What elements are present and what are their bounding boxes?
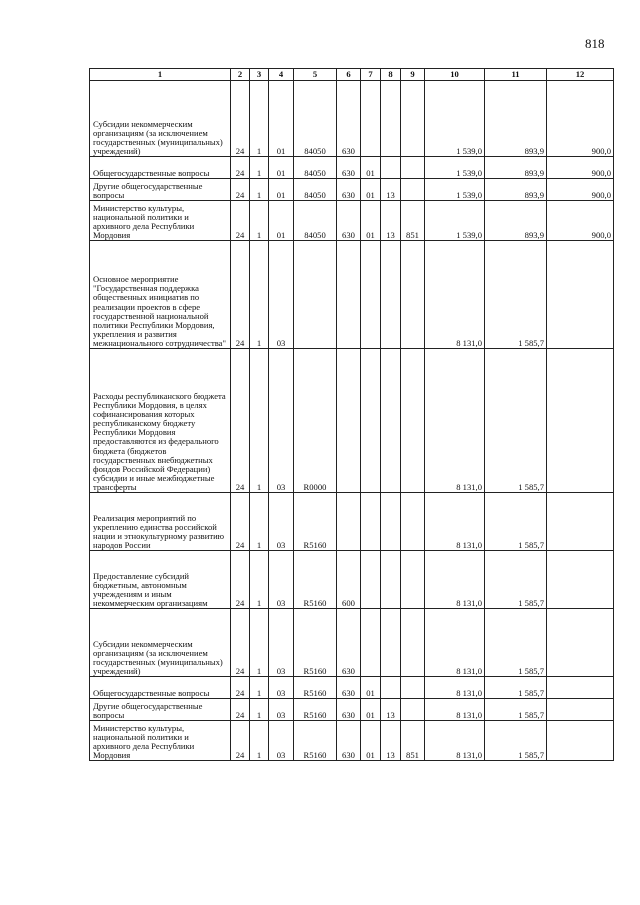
description-cell: Общегосударственные вопросы bbox=[90, 157, 231, 179]
column-header: 1 bbox=[90, 69, 231, 81]
code-cell: 01 bbox=[361, 201, 381, 241]
code-cell: R5160 bbox=[294, 677, 337, 699]
code-cell: 01 bbox=[361, 157, 381, 179]
amount-cell bbox=[547, 699, 614, 721]
table-row bbox=[90, 201, 614, 241]
code-cell: 851 bbox=[401, 201, 425, 241]
code-cell: 03 bbox=[269, 349, 294, 493]
page-number: 818 bbox=[585, 36, 605, 51]
amount-cell: 1 585,7 bbox=[485, 677, 547, 699]
code-cell bbox=[401, 699, 425, 721]
code-cell: 01 bbox=[361, 699, 381, 721]
amount-cell: 893,9 bbox=[485, 157, 547, 179]
table-row bbox=[90, 241, 614, 349]
code-cell: 84050 bbox=[294, 179, 337, 201]
code-cell bbox=[401, 493, 425, 551]
table-row bbox=[90, 699, 614, 721]
table-row bbox=[90, 677, 614, 699]
code-cell bbox=[401, 179, 425, 201]
code-cell bbox=[381, 493, 401, 551]
amount-cell: 8 131,0 bbox=[425, 677, 485, 699]
code-cell bbox=[381, 551, 401, 609]
amount-cell: 1 585,7 bbox=[485, 349, 547, 493]
code-cell: 1 bbox=[250, 349, 269, 493]
amount-cell: 893,9 bbox=[485, 179, 547, 201]
amount-cell: 1 585,7 bbox=[485, 551, 547, 609]
amount-cell bbox=[547, 609, 614, 677]
amount-cell: 893,9 bbox=[485, 201, 547, 241]
amount-cell: 8 131,0 bbox=[425, 493, 485, 551]
amount-cell: 900,0 bbox=[547, 201, 614, 241]
description-cell: Расходы республиканского бюджета Республики Мордовия, в целях софинансирования которых республиканскому бюджету Республики Мордовия предоставляются из федерального бюджета (бюджетов государственных внебюджетных фондов Российской Федерации) субсидии и иные межбюджетные трансферты bbox=[90, 349, 231, 493]
code-cell: 03 bbox=[269, 609, 294, 677]
code-cell: 1 bbox=[250, 699, 269, 721]
code-cell: 1 bbox=[250, 551, 269, 609]
amount-cell bbox=[547, 493, 614, 551]
column-header: 7 bbox=[361, 69, 381, 81]
code-cell: 630 bbox=[337, 157, 361, 179]
table-row bbox=[90, 157, 614, 179]
amount-cell bbox=[547, 241, 614, 349]
code-cell bbox=[381, 241, 401, 349]
description-cell: Предоставление субсидий бюджетным, автономным учреждениям и иным некоммерческим организациям bbox=[90, 551, 231, 609]
code-cell bbox=[381, 81, 401, 157]
code-cell: 24 bbox=[231, 241, 250, 349]
code-cell: 03 bbox=[269, 493, 294, 551]
description-cell: Субсидии некоммерческим организациям (за исключением государственных (муниципальных) учреждений) bbox=[90, 81, 231, 157]
budget-table bbox=[89, 68, 614, 761]
table-row bbox=[90, 179, 614, 201]
amount-cell: 1 539,0 bbox=[425, 157, 485, 179]
column-header: 8 bbox=[381, 69, 401, 81]
code-cell: 03 bbox=[269, 551, 294, 609]
amount-cell: 1 585,7 bbox=[485, 721, 547, 761]
amount-cell: 893,9 bbox=[485, 81, 547, 157]
description-cell: Основное мероприятие "Государственная поддержка общественных инициатив по реализации проектов в сфере государственной национальной политики Республики Мордовия, укрепления и развития межнационального сотрудничества" bbox=[90, 241, 231, 349]
code-cell: 24 bbox=[231, 179, 250, 201]
code-cell: 84050 bbox=[294, 157, 337, 179]
amount-cell: 900,0 bbox=[547, 81, 614, 157]
amount-cell: 8 131,0 bbox=[425, 349, 485, 493]
code-cell: 01 bbox=[269, 157, 294, 179]
code-cell bbox=[361, 81, 381, 157]
table-row bbox=[90, 721, 614, 761]
code-cell: 630 bbox=[337, 81, 361, 157]
code-cell: 1 bbox=[250, 721, 269, 761]
code-cell: 1 bbox=[250, 179, 269, 201]
code-cell: 24 bbox=[231, 201, 250, 241]
code-cell: R5160 bbox=[294, 721, 337, 761]
code-cell: R5160 bbox=[294, 551, 337, 609]
code-cell bbox=[401, 81, 425, 157]
code-cell: R5160 bbox=[294, 699, 337, 721]
code-cell: 24 bbox=[231, 699, 250, 721]
code-cell: 24 bbox=[231, 493, 250, 551]
table-header-row bbox=[90, 69, 614, 81]
amount-cell: 1 585,7 bbox=[485, 241, 547, 349]
table-row bbox=[90, 493, 614, 551]
code-cell: 01 bbox=[269, 179, 294, 201]
code-cell: 24 bbox=[231, 677, 250, 699]
description-cell: Субсидии некоммерческим организациям (за исключением государственных (муниципальных) учреждений) bbox=[90, 609, 231, 677]
column-header: 3 bbox=[250, 69, 269, 81]
table-row bbox=[90, 551, 614, 609]
column-header: 11 bbox=[485, 69, 547, 81]
code-cell bbox=[361, 241, 381, 349]
code-cell: 851 bbox=[401, 721, 425, 761]
code-cell: 24 bbox=[231, 349, 250, 493]
code-cell: R0000 bbox=[294, 349, 337, 493]
code-cell bbox=[361, 493, 381, 551]
code-cell: 01 bbox=[361, 179, 381, 201]
code-cell: 03 bbox=[269, 699, 294, 721]
code-cell bbox=[381, 677, 401, 699]
code-cell: 01 bbox=[361, 677, 381, 699]
amount-cell: 8 131,0 bbox=[425, 699, 485, 721]
amount-cell bbox=[547, 677, 614, 699]
code-cell bbox=[381, 609, 401, 677]
amount-cell bbox=[547, 721, 614, 761]
code-cell: 1 bbox=[250, 241, 269, 349]
code-cell: 630 bbox=[337, 201, 361, 241]
description-cell: Другие общегосударственные вопросы bbox=[90, 179, 231, 201]
code-cell: 600 bbox=[337, 551, 361, 609]
code-cell bbox=[401, 677, 425, 699]
code-cell: 24 bbox=[231, 551, 250, 609]
code-cell: 1 bbox=[250, 677, 269, 699]
code-cell: 630 bbox=[337, 609, 361, 677]
description-cell: Общегосударственные вопросы bbox=[90, 677, 231, 699]
code-cell: 13 bbox=[381, 179, 401, 201]
code-cell: 630 bbox=[337, 677, 361, 699]
code-cell: 01 bbox=[361, 721, 381, 761]
code-cell: 1 bbox=[250, 493, 269, 551]
code-cell bbox=[381, 349, 401, 493]
amount-cell: 1 585,7 bbox=[485, 493, 547, 551]
code-cell bbox=[361, 349, 381, 493]
code-cell bbox=[401, 609, 425, 677]
column-header: 2 bbox=[231, 69, 250, 81]
column-header: 9 bbox=[401, 69, 425, 81]
amount-cell: 8 131,0 bbox=[425, 241, 485, 349]
code-cell bbox=[381, 157, 401, 179]
code-cell: R5160 bbox=[294, 609, 337, 677]
amount-cell: 1 539,0 bbox=[425, 201, 485, 241]
code-cell bbox=[337, 241, 361, 349]
code-cell bbox=[401, 241, 425, 349]
code-cell: 03 bbox=[269, 677, 294, 699]
amount-cell: 1 585,7 bbox=[485, 609, 547, 677]
code-cell bbox=[401, 157, 425, 179]
amount-cell: 8 131,0 bbox=[425, 721, 485, 761]
column-header: 10 bbox=[425, 69, 485, 81]
description-cell: Реализация мероприятий по укреплению единства российской нации и этнокультурному развитию народов России bbox=[90, 493, 231, 551]
amount-cell: 1 539,0 bbox=[425, 179, 485, 201]
table-row bbox=[90, 349, 614, 493]
code-cell bbox=[361, 551, 381, 609]
table-row bbox=[90, 81, 614, 157]
code-cell bbox=[337, 493, 361, 551]
amount-cell bbox=[547, 551, 614, 609]
description-cell: Министерство культуры, национальной политики и архивного дела Республики Мордовия bbox=[90, 721, 231, 761]
code-cell bbox=[294, 241, 337, 349]
amount-cell: 8 131,0 bbox=[425, 609, 485, 677]
table-row bbox=[90, 609, 614, 677]
code-cell: 03 bbox=[269, 721, 294, 761]
code-cell: 630 bbox=[337, 721, 361, 761]
code-cell: 24 bbox=[231, 721, 250, 761]
code-cell: 630 bbox=[337, 699, 361, 721]
code-cell: 84050 bbox=[294, 81, 337, 157]
code-cell: 1 bbox=[250, 609, 269, 677]
amount-cell: 8 131,0 bbox=[425, 551, 485, 609]
code-cell bbox=[337, 349, 361, 493]
description-cell: Другие общегосударственные вопросы bbox=[90, 699, 231, 721]
code-cell: 1 bbox=[250, 81, 269, 157]
code-cell bbox=[401, 349, 425, 493]
column-header: 12 bbox=[547, 69, 614, 81]
description-cell: Министерство культуры, национальной политики и архивного дела Республики Мордовия bbox=[90, 201, 231, 241]
code-cell: 84050 bbox=[294, 201, 337, 241]
code-cell: 1 bbox=[250, 157, 269, 179]
code-cell: 24 bbox=[231, 81, 250, 157]
column-header: 6 bbox=[337, 69, 361, 81]
column-header: 5 bbox=[294, 69, 337, 81]
code-cell: 01 bbox=[269, 201, 294, 241]
amount-cell: 900,0 bbox=[547, 157, 614, 179]
code-cell: 13 bbox=[381, 721, 401, 761]
amount-cell: 1 539,0 bbox=[425, 81, 485, 157]
code-cell: 24 bbox=[231, 157, 250, 179]
table-body bbox=[90, 81, 614, 761]
code-cell: 03 bbox=[269, 241, 294, 349]
column-header: 4 bbox=[269, 69, 294, 81]
code-cell bbox=[401, 551, 425, 609]
amount-cell: 1 585,7 bbox=[485, 699, 547, 721]
code-cell: 01 bbox=[269, 81, 294, 157]
amount-cell bbox=[547, 349, 614, 493]
code-cell: 24 bbox=[231, 609, 250, 677]
code-cell: 13 bbox=[381, 699, 401, 721]
code-cell: 13 bbox=[381, 201, 401, 241]
amount-cell: 900,0 bbox=[547, 179, 614, 201]
code-cell bbox=[361, 609, 381, 677]
code-cell: 630 bbox=[337, 179, 361, 201]
code-cell: R5160 bbox=[294, 493, 337, 551]
code-cell: 1 bbox=[250, 201, 269, 241]
